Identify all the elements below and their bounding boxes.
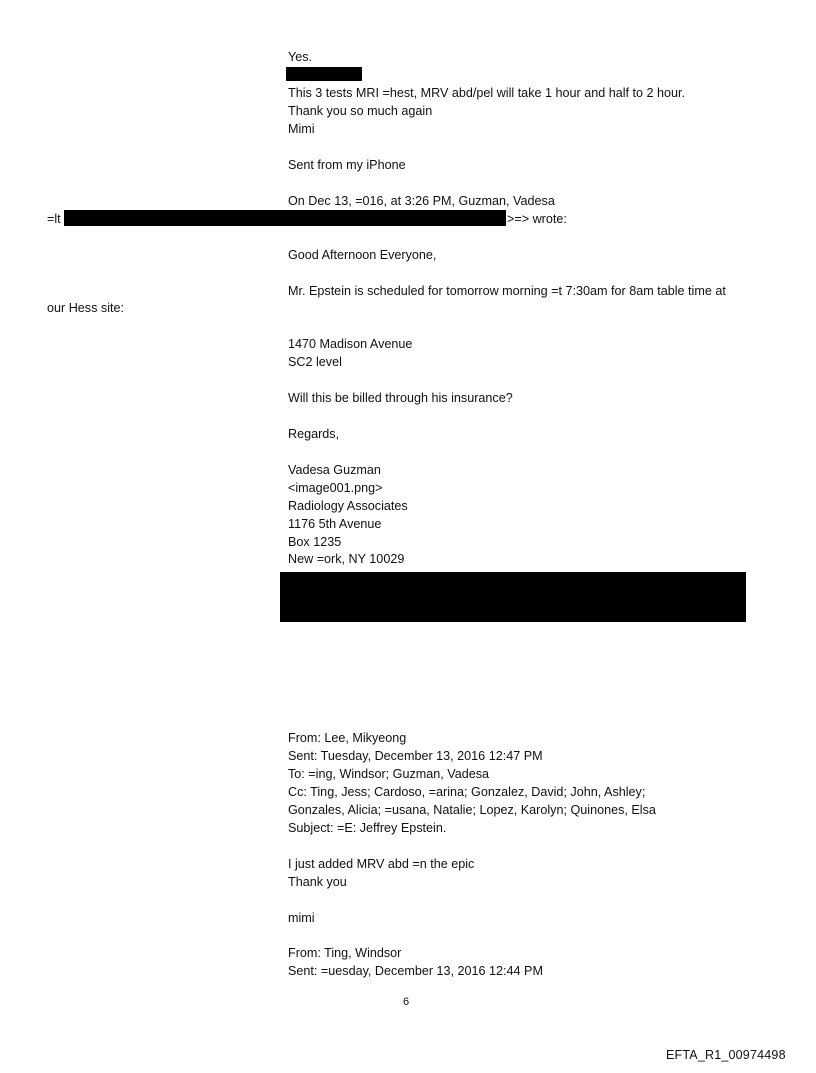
reply-line: This 3 tests MRI =hest, MRV abd/pel will take 1 hour and half to 2 hour. bbox=[288, 86, 686, 100]
address-line: 1470 Madison Avenue bbox=[288, 337, 413, 351]
quoted-question: Will this be billed through his insurance? bbox=[288, 391, 513, 405]
reply-signoff: Mimi bbox=[288, 122, 315, 136]
forward-body: Thank you bbox=[288, 875, 347, 889]
quoted-paragraph: our Hess site: bbox=[47, 301, 124, 315]
quoted-paragraph: Mr. Epstein is scheduled for tomorrow morning =t 7:30am for 8am table time at bbox=[288, 284, 726, 298]
address-line: SC2 level bbox=[288, 355, 342, 369]
document-id: EFTA_R1_00974498 bbox=[666, 1048, 786, 1062]
signature-name: Vadesa Guzman bbox=[288, 463, 381, 477]
forward-body: I just added MRV abd =n the epic bbox=[288, 857, 475, 871]
sent-from-line: Sent from my iPhone bbox=[288, 158, 406, 172]
forward-from: From: Lee, Mikyeong bbox=[288, 731, 407, 745]
redaction-block bbox=[286, 67, 362, 81]
forward-sent: Sent: Tuesday, December 13, 2016 12:47 PM bbox=[288, 749, 543, 763]
signature-street: 1176 5th Avenue bbox=[288, 517, 382, 531]
signature-image-placeholder: <image001.png> bbox=[288, 481, 383, 495]
reply-line: Yes. bbox=[288, 50, 313, 64]
signature-city: New =ork, NY 10029 bbox=[288, 552, 405, 566]
quote-header-suffix: >=> wrote: bbox=[507, 212, 567, 226]
quoted-regards: Regards, bbox=[288, 427, 340, 441]
forward-signoff: mimi bbox=[288, 911, 315, 925]
forward-sent: Sent: =uesday, December 13, 2016 12:44 PM bbox=[288, 964, 543, 978]
quote-header-prefix: =lt bbox=[47, 212, 61, 226]
redaction-block bbox=[280, 572, 746, 622]
page-number: 6 bbox=[403, 996, 410, 1008]
forward-to: To: =ing, Windsor; Guzman, Vadesa bbox=[288, 767, 490, 781]
quoted-greeting: Good Afternoon Everyone, bbox=[288, 248, 437, 262]
forward-cc: Cc: Ting, Jess; Cardoso, =arina; Gonzalez, David; John, Ashley; bbox=[288, 785, 646, 799]
signature-box: Box 1235 bbox=[288, 535, 342, 549]
redaction-block bbox=[64, 210, 506, 226]
forward-from: From: Ting, Windsor bbox=[288, 946, 402, 960]
reply-line: Thank you so much again bbox=[288, 104, 433, 118]
signature-org: Radiology Associates bbox=[288, 499, 408, 513]
quote-header: On Dec 13, =016, at 3:26 PM, Guzman, Vadesa bbox=[288, 194, 555, 208]
forward-cc: Gonzales, Alicia; =usana, Natalie; Lopez, Karolyn; Quinones, Elsa bbox=[288, 803, 656, 817]
forward-subject: Subject: =E: Jeffrey Epstein. bbox=[288, 821, 447, 835]
